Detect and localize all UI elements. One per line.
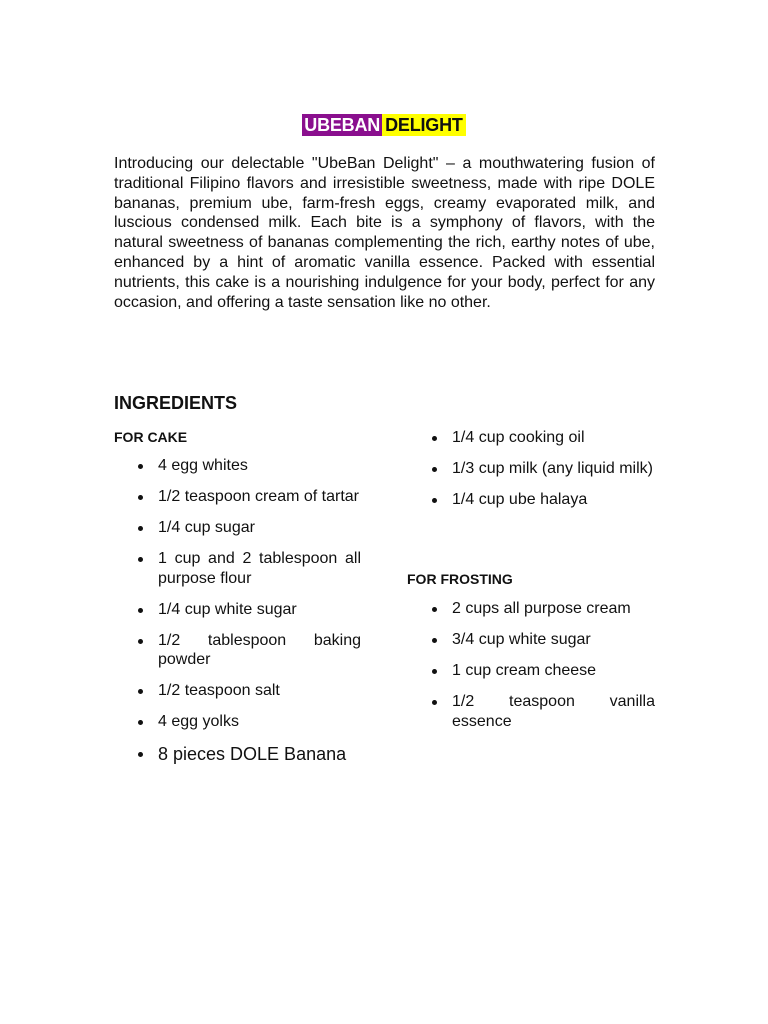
list-item: 1/2 teaspoon vanilla essence — [430, 692, 655, 731]
list-item: 1 cup and 2 tablespoon all purpose flour — [136, 549, 361, 588]
list-item: 1/4 cup sugar — [136, 518, 361, 538]
list-item: 1/4 cup white sugar — [136, 600, 361, 620]
frosting-ingredient-list — [430, 599, 655, 743]
cake-subheading: FOR CAKE — [114, 429, 188, 445]
recipe-title — [0, 112, 768, 138]
list-item: 1/4 cup cooking oil — [430, 428, 655, 448]
list-item: 3/4 cup white sugar — [430, 630, 655, 650]
list-item: 1/4 cup ube halaya — [430, 490, 655, 510]
list-item: 4 egg yolks — [136, 712, 361, 732]
intro-paragraph: Introducing our delectable "UbeBan Delight" – a mouthwatering fusion of traditional Filipino flavors and irresistible sweetness, made with ripe DOLE bananas, premium ube, farm-fresh eggs, creamy evaporated milk, and luscious condensed milk. Each bite is a symphony of flavors, with the natural sweetness of bananas complementing the rich, earthy notes of ube, enhanced by a hint of aromatic vanilla essence. Packed with essential nutrients, this cake is a nourishing indulgence for your body, perfect for any occasion, and offering a taste sensation like no other. — [114, 155, 655, 311]
list-item: 4 egg whites — [136, 456, 361, 476]
title-part-delight: DELIGHT — [382, 114, 466, 136]
list-item: 1/2 teaspoon cream of tartar — [136, 487, 361, 507]
cake-ingredient-list — [136, 456, 361, 777]
list-item: 1/3 cup milk (any liquid milk) — [430, 459, 655, 479]
cake-ingredient-list-continued — [430, 428, 655, 521]
list-item: 1 cup cream cheese — [430, 661, 655, 681]
list-item: 2 cups all purpose cream — [430, 599, 655, 619]
list-item: 8 pieces DOLE Banana — [136, 743, 361, 765]
list-item: 1/2 tablespoon baking powder — [136, 631, 361, 670]
title-part-ubeban: UBEBAN — [304, 115, 381, 135]
frosting-subheading: FOR FROSTING — [407, 571, 513, 587]
list-item: 1/2 teaspoon salt — [136, 681, 361, 701]
ingredients-heading: INGREDIENTS — [114, 393, 238, 413]
